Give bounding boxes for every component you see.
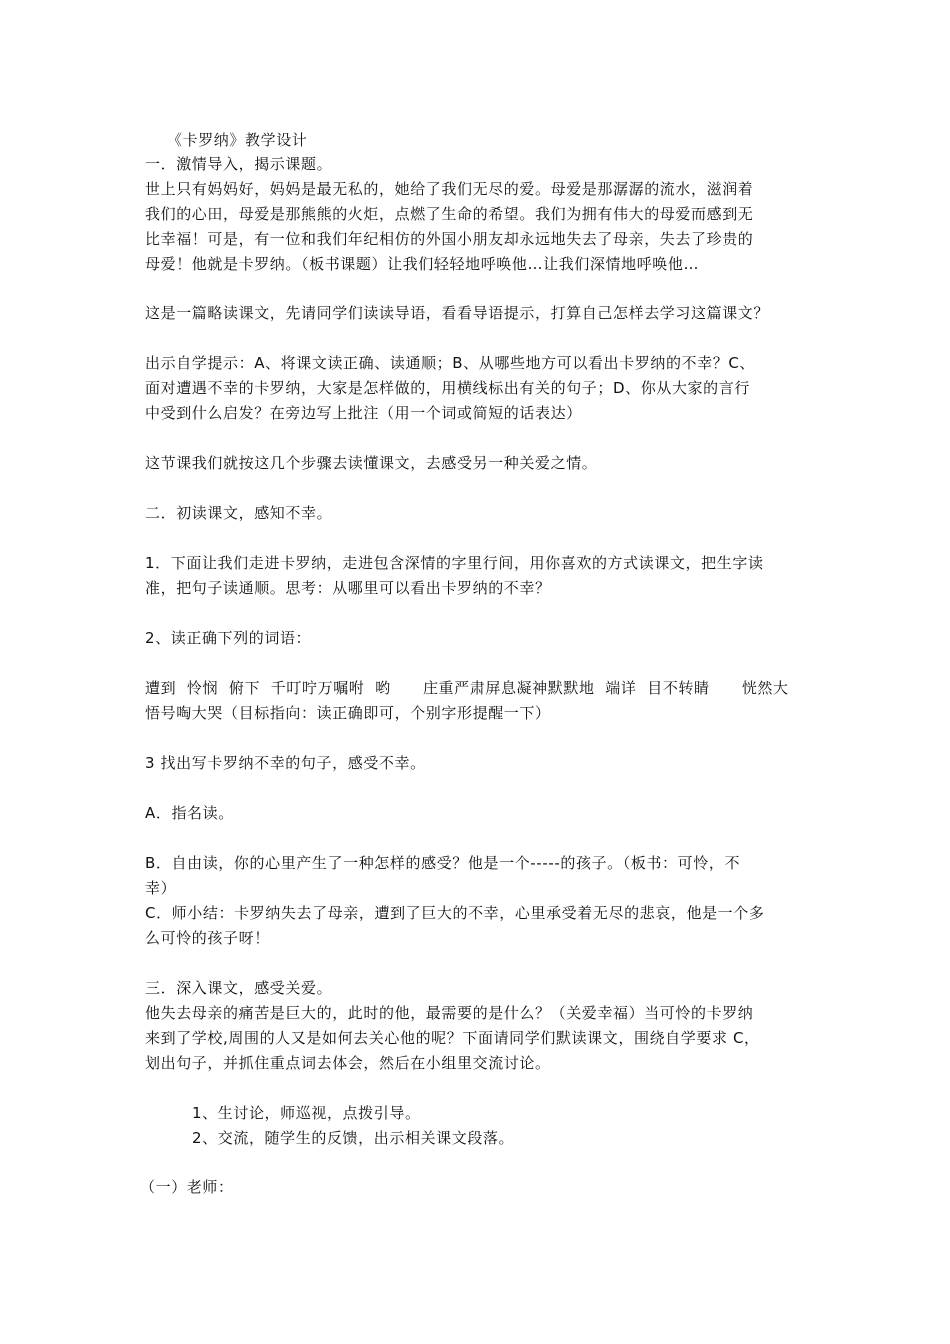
section-3-heading: 三．深入课文，感受关爱。	[145, 979, 333, 997]
lesson-plan-paragraph: 这节课我们就按这几个步骤去读懂课文，去感受另一种关爱之情。	[145, 454, 598, 472]
vocabulary-line: 遭到 怜悯 俯下 千叮咛万嘱咐 哟 庄重严肃屏息凝神默默地 端详 目不转睛 恍然大	[145, 679, 789, 697]
section-2-heading: 二．初读课文，感知不幸。	[145, 504, 333, 522]
step-3c-line: 么可怜的孩子呀！	[145, 929, 270, 947]
section-1-heading: 一．激情导入，揭示课题。	[145, 155, 333, 173]
section-3-line: 来到了学校,周围的人又是如何去关心他的呢？下面请同学们默读课文，围绕自学要求 C，	[145, 1029, 760, 1047]
intro-line: 母爱！他就是卡罗纳。（板书课题）让我们轻轻地呼唤他…让我们深情地呼唤他…	[145, 255, 700, 273]
document-title: 《卡罗纳》教学设计	[167, 131, 308, 149]
self-study-line: 中受到什么启发？在旁边写上批注（用一个词或简短的话表达）	[145, 404, 582, 422]
step-3b-line: 幸）	[145, 879, 177, 897]
step-3-heading: 3 找出写卡罗纳不幸的句子，感受不幸。	[145, 754, 426, 772]
sub-item: 2、交流，随学生的反馈，出示相关课文段落。	[192, 1129, 515, 1147]
step-1-line: 1．下面让我们走进卡罗纳，走进包含深情的字里行间，用你喜欢的方式读课文，把生字读	[145, 554, 764, 572]
self-study-line: 面对遭遇不幸的卡罗纳，大家是怎样做的，用横线标出有关的句子；D、你从大家的言行	[145, 379, 750, 397]
section-3-line: 划出句子，并抓住重点词去体会，然后在小组里交流讨论。	[145, 1054, 551, 1072]
intro-line: 世上只有妈妈好，妈妈是最无私的，她给了我们无尽的爱。母爱是那潺潺的流水，滋润着	[145, 180, 754, 198]
step-3b-line: B．自由读，你的心里产生了一种怎样的感受？他是一个-----的孩子。（板书：可怜，不	[145, 854, 741, 872]
vocabulary-line: 悟号啕大哭（目标指向：读正确即可，个别字形提醒一下）	[145, 704, 551, 722]
self-study-line: 出示自学提示：A、将课文读正确、读通顺；B、从哪些地方可以看出卡罗纳的不幸？C、	[145, 354, 756, 372]
step-3c-line: C．师小结：卡罗纳失去了母亲，遭到了巨大的不幸，心里承受着无尽的悲哀，他是一个多	[145, 904, 765, 922]
intro-line: 比幸福！可是，有一位和我们年纪相仿的外国小朋友却永远地失去了母亲，失去了珍贵的	[145, 230, 754, 248]
section-3-line: 他失去母亲的痛苦是巨大的，此时的他，最需要的是什么？（关爱幸福）当可怜的卡罗纳	[145, 1004, 754, 1022]
sub-item: 1、生讨论，师巡视，点拨引导。	[192, 1104, 421, 1122]
step-2-heading: 2、读正确下列的词语：	[145, 629, 312, 647]
step-1-line: 准，把句子读通顺。思考：从哪里可以看出卡罗纳的不幸？	[145, 579, 551, 597]
intro-line: 我们的心田，母爱是那熊熊的火炬，点燃了生命的希望。我们为拥有伟大的母爱而感到无	[145, 205, 754, 223]
teacher-subheading: （一）老师：	[140, 1178, 234, 1196]
guide-reading-paragraph: 这是一篇略读课文，先请同学们读读导语，看看导语提示，打算自己怎样去学习这篇课文？	[145, 304, 770, 322]
step-3a: A．指名读。	[145, 804, 234, 822]
